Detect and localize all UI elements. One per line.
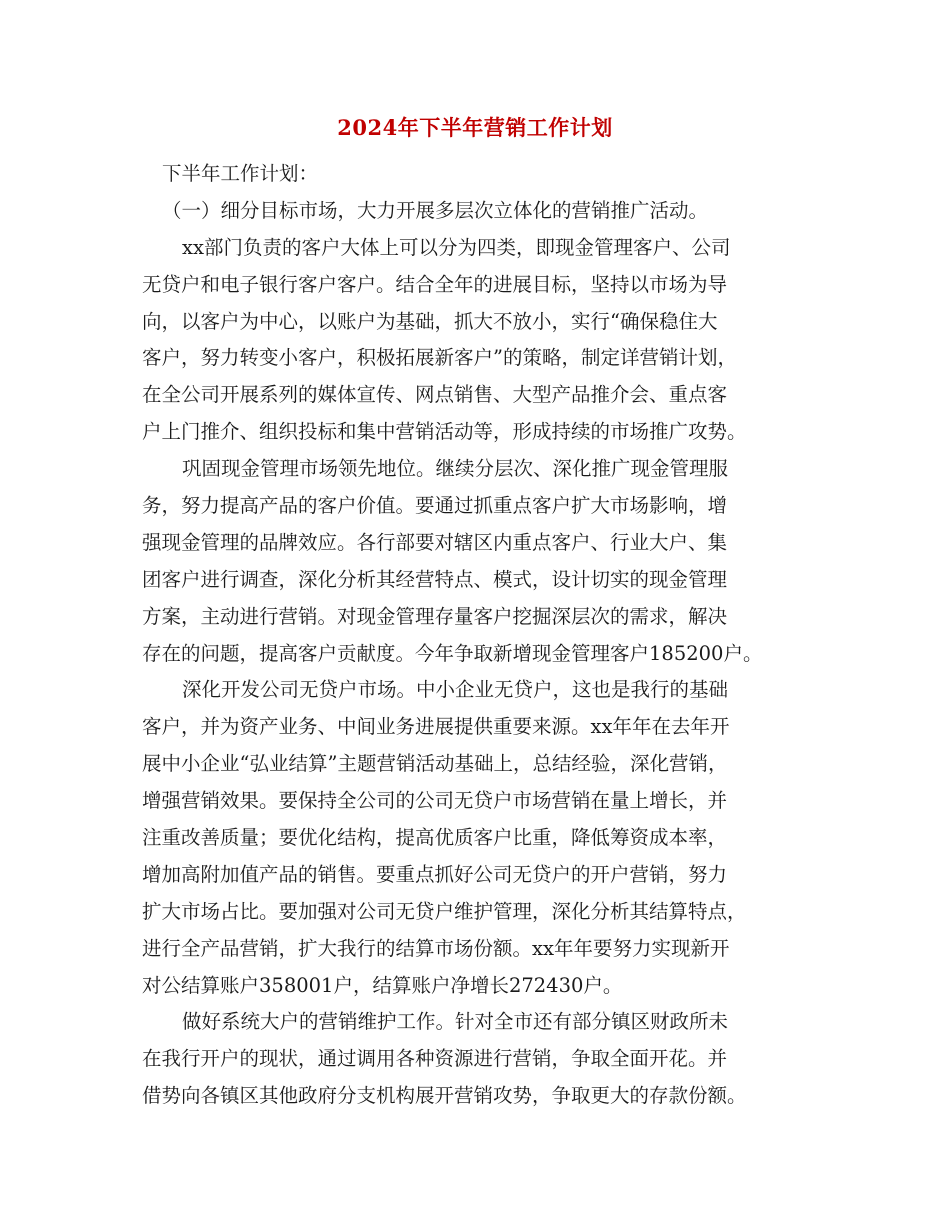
text-line: 户上门推介、组织投标和集中营销活动等，形成持续的市场推广攻势。 — [142, 420, 747, 444]
document-body — [142, 156, 822, 1115]
text-line: 深化开发公司无贷户市场。中小企业无贷户，这也是我行的基础 — [182, 678, 729, 702]
text-line: 巩固现金管理市场领先地位。继续分层次、深化推广现金管理服 — [182, 457, 729, 481]
text-line: 客户，并为资产业务、中间业务进展提供重要来源。xx年年在去年开 — [142, 715, 730, 739]
text-line: 对公结算账户358001户，结算账户净增长272430户。 — [142, 973, 623, 997]
text-line: 展中小企业“弘业结算”主题营销活动基础上，总结经验，深化营销， — [142, 752, 728, 776]
text-line: 存在的问题，提高客户贡献度。今年争取新增现金管理客户185200户。 — [142, 641, 763, 665]
text-line: 借势向各镇区其他政府分支机构展开营销攻势，争取更大的存款份额。 — [142, 1084, 747, 1108]
text-line: 注重改善质量；要优化结构，提高优质客户比重，降低筹资成本率， — [142, 826, 728, 850]
text-line: 增强营销效果。要保持全公司的公司无贷户市场营销在量上增长，并 — [142, 789, 728, 813]
text-line: 务，努力提高产品的客户价值。要通过抓重点客户扩大市场影响，增 — [142, 494, 728, 518]
text-line: （一）细分目标市场，大力开展多层次立体化的营销推广活动。 — [162, 198, 709, 222]
text-line: 客户，努力转变小客户，积极拓展新客户”的策略，制定详营销计划， — [142, 346, 737, 370]
text-line: 做好系统大户的营销维护工作。针对全市还有部分镇区财政所未 — [182, 1010, 729, 1034]
text-line: 在我行开户的现状，通过调用各种资源进行营销，争取全面开花。并 — [142, 1047, 728, 1071]
document-title: 2024年下半年营销工作计划 — [337, 115, 613, 140]
text-line: 向，以客户为中心，以账户为基础，抓大不放小，实行“确保稳住大 — [142, 309, 718, 333]
text-line: 方案，主动进行营销。对现金管理存量客户挖掘深层次的需求，解决 — [142, 604, 728, 628]
text-line: 强现金管理的品牌效应。各行部要对辖区内重点客户、行业大户、集 — [142, 530, 728, 554]
text-line: 进行全产品营销，扩大我行的结算市场份额。xx年年要努力实现新开 — [142, 936, 730, 960]
text-line: 扩大市场占比。要加强对公司无贷户维护管理，深化分析其结算特点， — [142, 899, 747, 923]
text-line: 增加高附加值产品的销售。要重点抓好公司无贷户的开户营销，努力 — [142, 862, 728, 886]
text-line: xx部门负责的客户大体上可以分为四类，即现金管理客户、公司 — [182, 235, 731, 259]
text-line: 在全公司开展系列的媒体宣传、网点销售、大型产品推介会、重点客 — [142, 383, 728, 407]
text-line: 团客户进行调查，深化分析其经营特点、模式，设计切实的现金管理 — [142, 567, 728, 591]
text-line: 下半年工作计划： — [162, 162, 319, 185]
text-line: 无贷户和电子银行客户客户。结合全年的进展目标，坚持以市场为导 — [142, 272, 728, 296]
